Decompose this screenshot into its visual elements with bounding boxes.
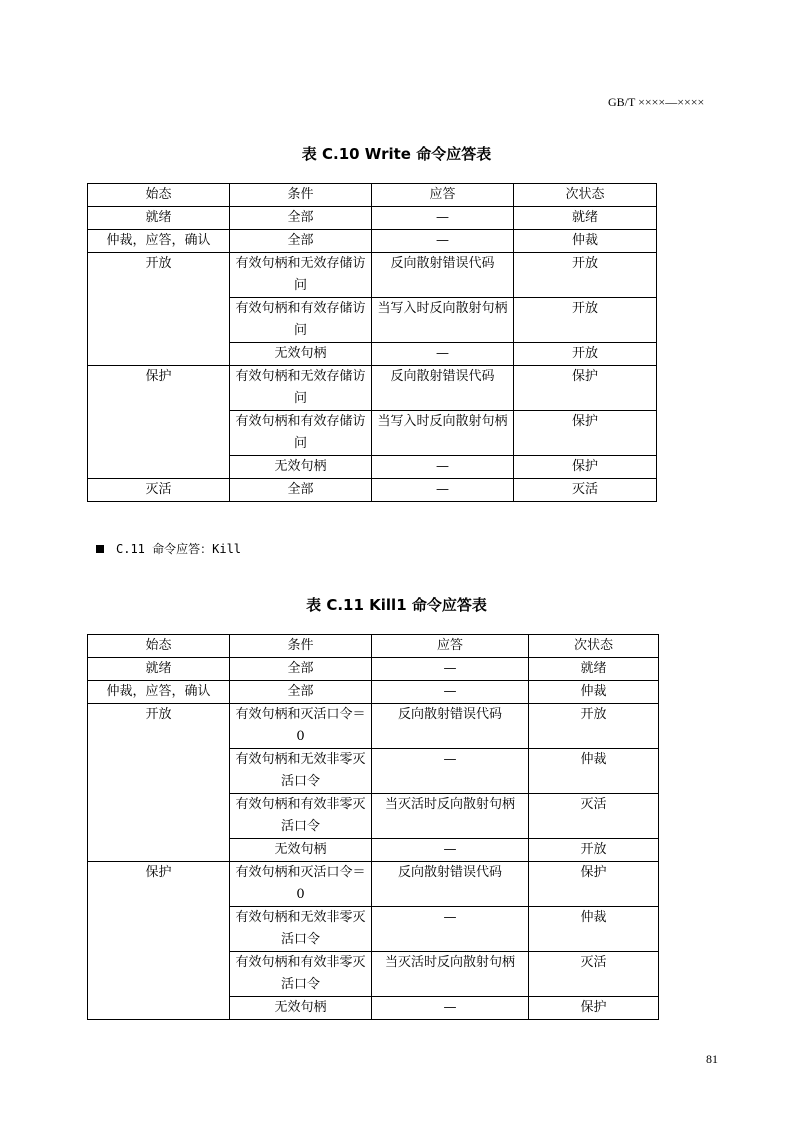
column-header: 应答 bbox=[372, 184, 514, 207]
response-cell: — bbox=[372, 839, 529, 862]
condition-cell: 有效句柄和无效非零灭活口令 bbox=[230, 907, 372, 952]
table1-write-response bbox=[87, 183, 657, 502]
table-row bbox=[88, 207, 657, 230]
start-state-cell: 灭活 bbox=[88, 479, 230, 502]
condition-cell: 有效句柄和有效存储访问 bbox=[230, 411, 372, 456]
condition-cell: 全部 bbox=[230, 230, 372, 253]
condition-cell: 无效句柄 bbox=[230, 343, 372, 366]
next-state-cell: 开放 bbox=[529, 839, 659, 862]
condition-cell: 有效句柄和无效非零灭活口令 bbox=[230, 749, 372, 794]
table-row bbox=[88, 230, 657, 253]
column-header: 应答 bbox=[372, 635, 529, 658]
table-row bbox=[88, 704, 659, 749]
start-state-cell: 开放 bbox=[88, 253, 230, 366]
table-row bbox=[88, 862, 659, 907]
next-state-cell: 保护 bbox=[529, 862, 659, 907]
response-cell: 当写入时反向散射句柄 bbox=[372, 298, 514, 343]
column-header: 次状态 bbox=[529, 635, 659, 658]
response-cell: — bbox=[372, 479, 514, 502]
response-cell: 当灭活时反向散射句柄 bbox=[372, 794, 529, 839]
response-cell: — bbox=[372, 456, 514, 479]
response-cell: 反向散射错误代码 bbox=[372, 862, 529, 907]
next-state-cell: 开放 bbox=[529, 704, 659, 749]
table-row bbox=[88, 479, 657, 502]
next-state-cell: 保护 bbox=[514, 411, 657, 456]
condition-cell: 有效句柄和灭活口令＝0 bbox=[230, 704, 372, 749]
table-row bbox=[88, 658, 659, 681]
condition-cell: 有效句柄和有效非零灭活口令 bbox=[230, 794, 372, 839]
column-header: 条件 bbox=[230, 184, 372, 207]
next-state-cell: 保护 bbox=[514, 366, 657, 411]
next-state-cell: 就绪 bbox=[529, 658, 659, 681]
condition-cell: 有效句柄和无效存储访问 bbox=[230, 253, 372, 298]
response-cell: — bbox=[372, 207, 514, 230]
table1-caption: 表 C.10 Write 命令应答表 bbox=[301, 145, 492, 163]
start-state-cell: 就绪 bbox=[88, 207, 230, 230]
condition-cell: 无效句柄 bbox=[230, 839, 372, 862]
start-state-cell: 保护 bbox=[88, 366, 230, 479]
condition-cell: 全部 bbox=[230, 207, 372, 230]
table2-caption: 表 C.11 Kill1 命令应答表 bbox=[306, 596, 487, 614]
condition-cell: 有效句柄和无效存储访问 bbox=[230, 366, 372, 411]
next-state-cell: 开放 bbox=[514, 253, 657, 298]
response-cell: 反向散射错误代码 bbox=[372, 366, 514, 411]
response-cell: 当写入时反向散射句柄 bbox=[372, 411, 514, 456]
table-row bbox=[88, 253, 657, 298]
condition-cell: 无效句柄 bbox=[230, 456, 372, 479]
header-row bbox=[88, 184, 657, 207]
condition-cell: 全部 bbox=[230, 479, 372, 502]
next-state-cell: 仲裁 bbox=[529, 681, 659, 704]
condition-cell: 有效句柄和有效非零灭活口令 bbox=[230, 952, 372, 997]
next-state-cell: 保护 bbox=[514, 456, 657, 479]
next-state-cell: 灭活 bbox=[514, 479, 657, 502]
response-cell: — bbox=[372, 658, 529, 681]
start-state-cell: 仲裁，应答，确认 bbox=[88, 230, 230, 253]
section-heading-text: C.11 命令应答：Kill bbox=[116, 542, 242, 556]
column-header: 始态 bbox=[88, 184, 230, 207]
response-cell: 反向散射错误代码 bbox=[372, 704, 529, 749]
next-state-cell: 仲裁 bbox=[529, 749, 659, 794]
condition-cell: 全部 bbox=[230, 681, 372, 704]
start-state-cell: 开放 bbox=[88, 704, 230, 862]
start-state-cell: 仲裁，应答，确认 bbox=[88, 681, 230, 704]
next-state-cell: 灭活 bbox=[529, 794, 659, 839]
response-cell: — bbox=[372, 749, 529, 794]
next-state-cell: 灭活 bbox=[529, 952, 659, 997]
condition-cell: 有效句柄和有效存储访问 bbox=[230, 298, 372, 343]
table-row bbox=[88, 681, 659, 704]
section-heading bbox=[96, 540, 241, 557]
response-cell: — bbox=[372, 343, 514, 366]
response-cell: — bbox=[372, 230, 514, 253]
response-cell: — bbox=[372, 681, 529, 704]
standard-code: GB/T ××××—×××× bbox=[608, 95, 705, 109]
table2-kill-response bbox=[87, 634, 659, 1020]
next-state-cell: 就绪 bbox=[514, 207, 657, 230]
next-state-cell: 开放 bbox=[514, 298, 657, 343]
column-header: 始态 bbox=[88, 635, 230, 658]
response-cell: — bbox=[372, 997, 529, 1020]
next-state-cell: 仲裁 bbox=[514, 230, 657, 253]
next-state-cell: 开放 bbox=[514, 343, 657, 366]
next-state-cell: 仲裁 bbox=[529, 907, 659, 952]
column-header: 条件 bbox=[230, 635, 372, 658]
condition-cell: 全部 bbox=[230, 658, 372, 681]
response-cell: — bbox=[372, 907, 529, 952]
start-state-cell: 保护 bbox=[88, 862, 230, 1020]
condition-cell: 无效句柄 bbox=[230, 997, 372, 1020]
response-cell: 反向散射错误代码 bbox=[372, 253, 514, 298]
start-state-cell: 就绪 bbox=[88, 658, 230, 681]
response-cell: 当灭活时反向散射句柄 bbox=[372, 952, 529, 997]
section-square-bullet bbox=[96, 545, 104, 553]
table-row bbox=[88, 366, 657, 411]
header-row bbox=[88, 635, 659, 658]
next-state-cell: 保护 bbox=[529, 997, 659, 1020]
page-number: 81 bbox=[706, 1052, 718, 1066]
condition-cell: 有效句柄和灭活口令＝0 bbox=[230, 862, 372, 907]
column-header: 次状态 bbox=[514, 184, 657, 207]
